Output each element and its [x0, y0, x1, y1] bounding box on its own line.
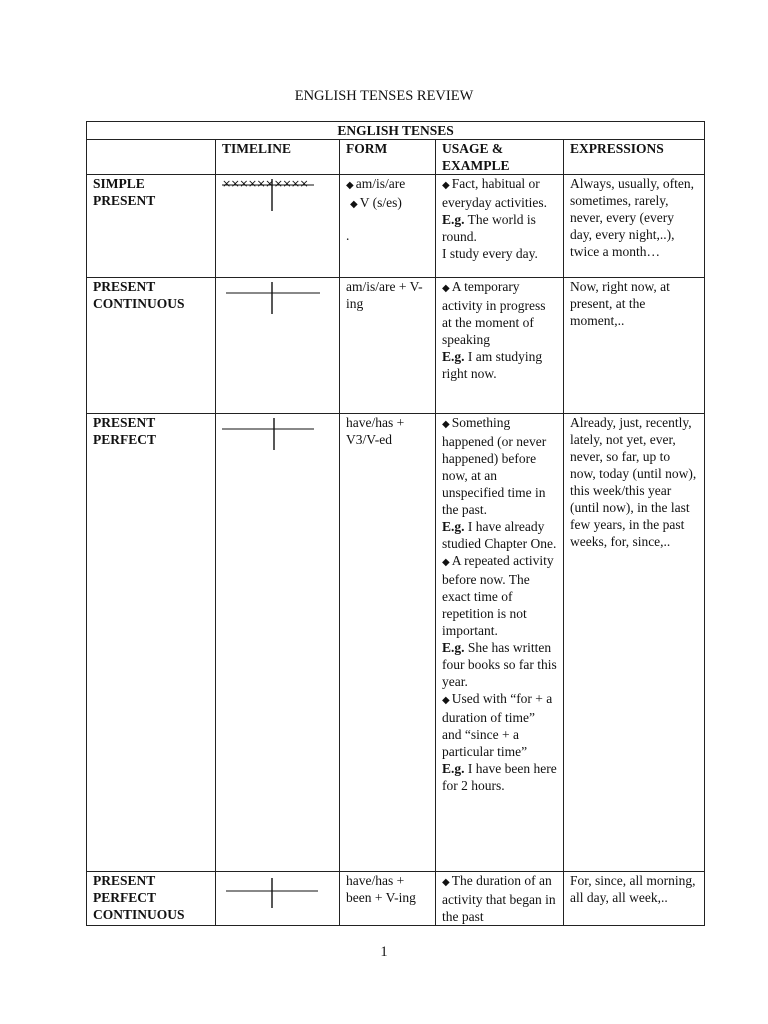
- form-cell: am/is/are + V-ing: [340, 278, 436, 414]
- form-line: ◆ am/is/are: [346, 176, 406, 191]
- usage-text: ◆ Something happened (or never happened) before now, at an unspecified time in the past.: [442, 415, 547, 517]
- usage-text: ◆ Fact, habitual or everyday activities.: [442, 176, 547, 210]
- timeline-cell: [216, 872, 340, 926]
- form-cell: have/has + V3/V-ed: [340, 414, 436, 872]
- form-cell: have/has + been + V-ing: [340, 872, 436, 926]
- form-line: ◆ V (s/es): [350, 195, 402, 210]
- usage-text: ◆ Used with “for + a duration of time” and “since + a particular time”: [442, 691, 553, 759]
- header-row: [87, 140, 705, 175]
- usage-example: E.g. The world is round.: [442, 212, 536, 244]
- usage-example: E.g. I have been here for 2 hours.: [442, 761, 557, 793]
- usage-text: ◆ A repeated activity before now. The exact time of repetition is not important.: [442, 553, 554, 638]
- expressions-cell: Now, right now, at present, at the moment,..: [564, 278, 705, 414]
- header-form: FORM: [340, 140, 436, 175]
- expressions-cell: Always, usually, often, sometimes, rarely, never, every (every day, every night,..), twice a month…: [564, 175, 705, 278]
- document-title: ENGLISH TENSES REVIEW: [294, 88, 474, 104]
- form-dot: .: [346, 228, 350, 243]
- expressions-cell: For, since, all morning, all day, all week,..: [564, 872, 705, 926]
- tense-name: PRESENT PERFECT CONTINUOUS: [87, 872, 216, 926]
- tense-name: PRESENT CONTINUOUS: [87, 278, 216, 414]
- table-caption: ENGLISH TENSES: [87, 122, 705, 140]
- tense-name: SIMPLE PRESENT: [87, 175, 216, 278]
- timeline-cell: [216, 278, 340, 414]
- header-timeline: TIMELINE: [216, 140, 340, 175]
- usage-text: ◆ The duration of an activity that began in the past: [442, 873, 556, 924]
- timeline-diagram: [222, 280, 322, 316]
- form-cell: [340, 175, 436, 278]
- timeline-cell: [216, 175, 340, 278]
- table-row: [87, 278, 705, 414]
- usage-example: E.g. She has written four books so far this year.: [442, 640, 557, 689]
- usage-example: E.g. I am studying right now.: [442, 349, 543, 381]
- tense-name: PRESENT PERFECT: [87, 414, 216, 872]
- timeline-diagram: [222, 874, 322, 910]
- table-row: [87, 414, 705, 872]
- timeline-diagram: [222, 177, 322, 213]
- usage-cell: [436, 278, 564, 414]
- tenses-table: [86, 121, 705, 926]
- caption-row: [87, 122, 705, 140]
- usage-text: ◆ A temporary activity in progress at the moment of speaking: [442, 279, 546, 347]
- page-number: 1: [380, 944, 388, 960]
- usage-example: I study every day.: [442, 246, 538, 261]
- usage-cell: [436, 414, 564, 872]
- timeline-marks: ××××××××××: [222, 177, 309, 190]
- timeline-cell: [216, 414, 340, 872]
- header-usage: USAGE & EXAMPLE: [436, 140, 564, 175]
- header-tense: [87, 140, 216, 175]
- usage-cell: [436, 872, 564, 926]
- header-expressions: EXPRESSIONS: [564, 140, 705, 175]
- timeline-diagram: [222, 416, 322, 452]
- usage-cell: [436, 175, 564, 278]
- expressions-cell: Already, just, recently, lately, not yet, ever, never, so far, up to now, today (until now), this week/this year (until now), in the last few years, in the past weeks, for, since,..: [564, 414, 705, 872]
- table-row: [87, 175, 705, 278]
- usage-example: E.g. I have already studied Chapter One.: [442, 519, 557, 551]
- table-row: [87, 872, 705, 926]
